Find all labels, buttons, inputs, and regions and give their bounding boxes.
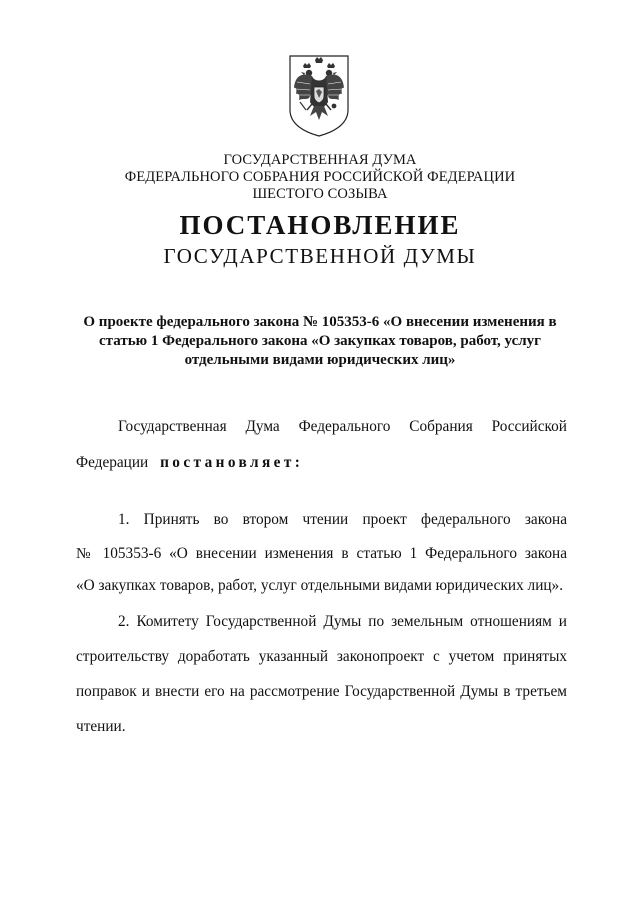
preamble-keyword: постановляет:: [160, 454, 304, 471]
preamble-line-2: [76, 454, 567, 472]
item-1-line-2: № 105353-6 «О внесении изменения в статью 1 Федерального закона: [76, 545, 567, 562]
subject-line-2: статью 1 Федерального закона «О закупках товаров, работ, услуг: [99, 333, 541, 349]
item-2-line-2: строительству доработать указанный законопроект с учетом принятых: [76, 648, 567, 665]
preamble-prefix: Федерации: [76, 454, 149, 471]
subject-line-1: О проекте федерального закона № 105353-6 «О внесении изменения в: [83, 314, 557, 330]
document-subtitle: ГОСУДАРСТВЕННОЙ ДУМЫ: [163, 244, 477, 268]
item-1-line-1: 1. Принять во втором чтении проект федерального закона: [118, 511, 567, 528]
header-line-1: ГОСУДАРСТВЕННАЯ ДУМА: [223, 152, 417, 168]
coat-of-arms-icon: [288, 54, 350, 138]
preamble-line-1: Государственная Дума Федерального Собрания Российской: [118, 418, 567, 435]
document-title: ПОСТАНОВЛЕНИЕ: [179, 210, 461, 240]
item-2-line-1: 2. Комитету Государственной Думы по земельным отношениям и: [118, 613, 567, 630]
header-line-2: ФЕДЕРАЛЬНОГО СОБРАНИЯ РОССИЙСКОЙ ФЕДЕРАЦИИ: [124, 169, 516, 185]
item-2-line-4: чтении.: [76, 718, 126, 735]
item-1-line-3: «О закупках товаров, работ, услуг отдельными видами юридических лиц».: [76, 577, 564, 594]
item-2-line-3: поправок и внести его на рассмотрение Государственной Думы в третьем: [76, 683, 567, 700]
header-line-3: ШЕСТОГО СОЗЫВА: [252, 186, 388, 202]
subject-line-3: отдельными видами юридических лиц»: [184, 352, 456, 368]
